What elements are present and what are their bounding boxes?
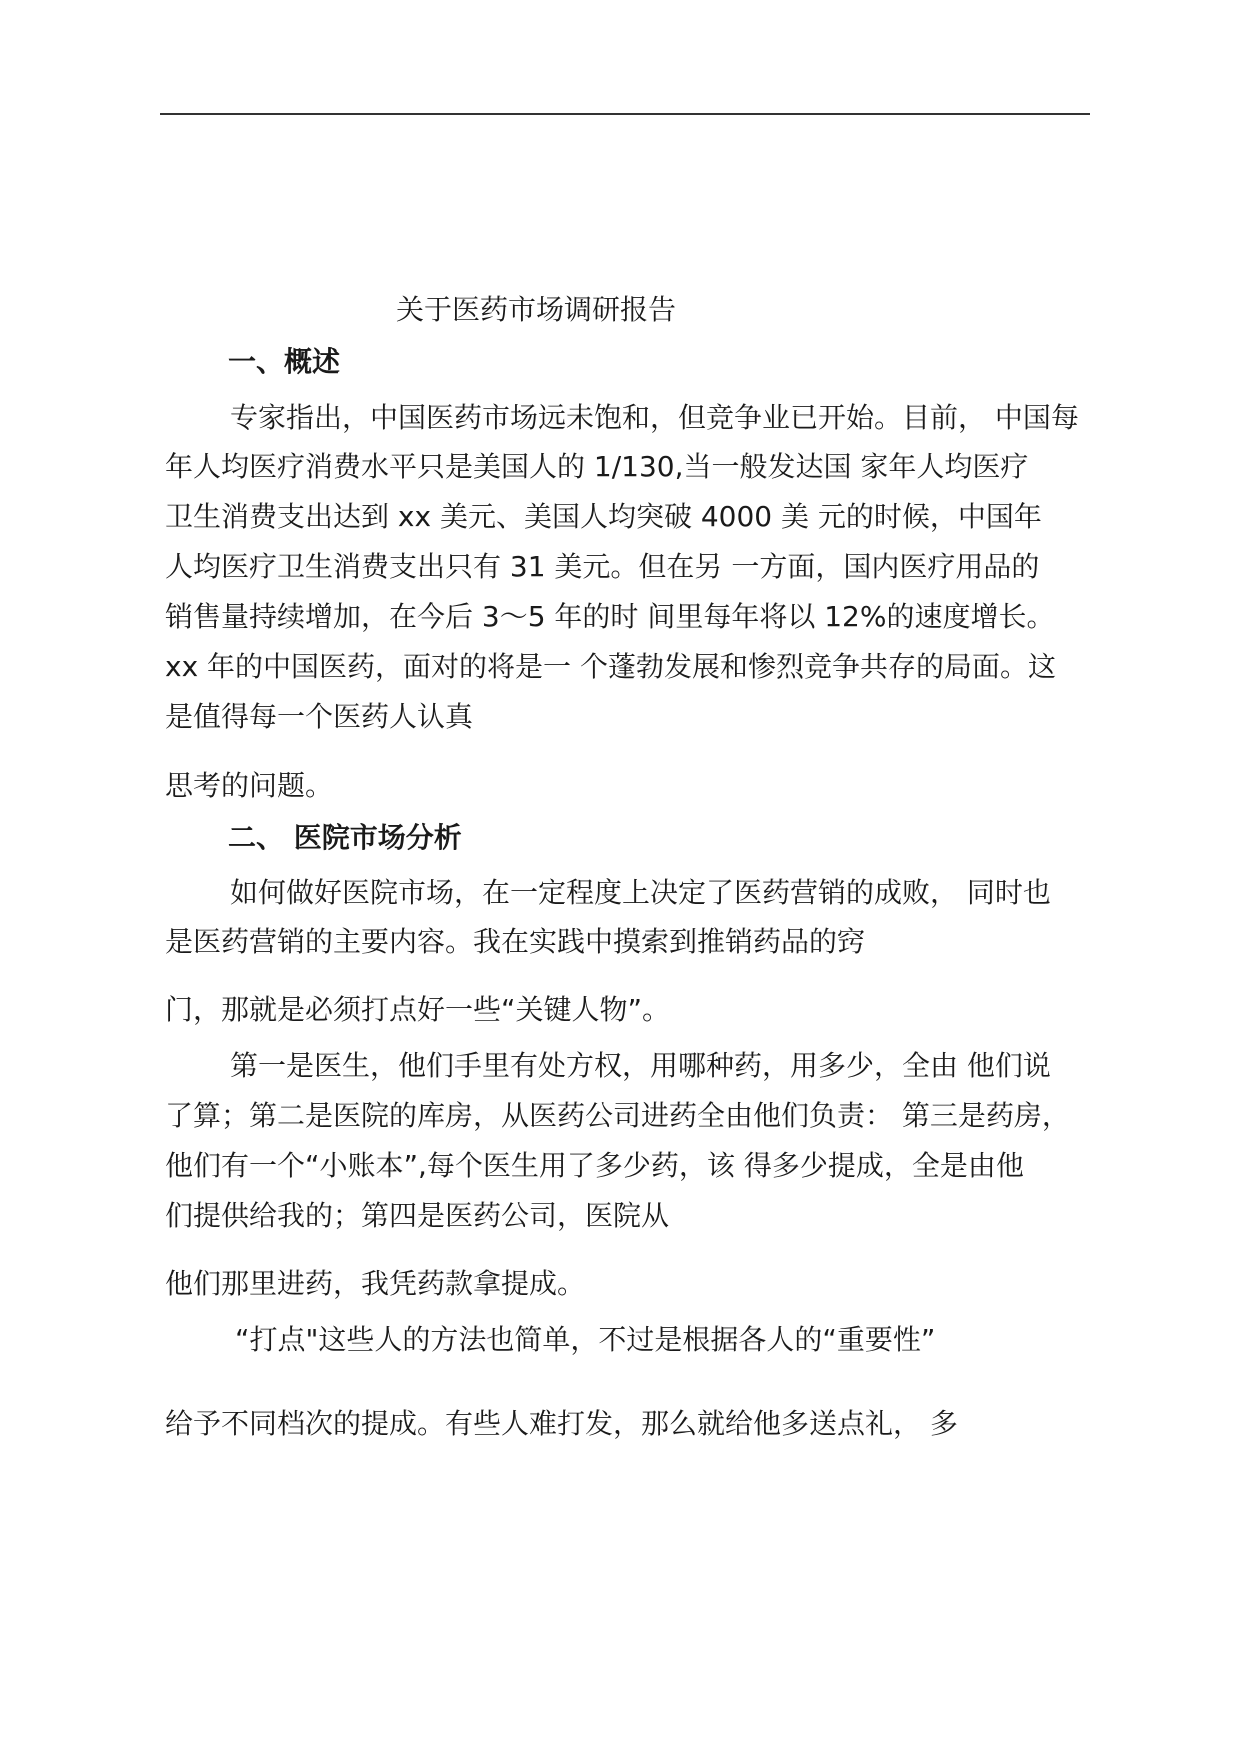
paragraph-line: 门，那就是必须打点好一些“关键人物”。: [165, 993, 671, 1026]
paragraph-line: 年人均医疗消费水平只是美国人的 1/130,当一般发达国 家年人均医疗: [165, 450, 1029, 483]
paragraph-line: xx 年的中国医药，面对的将是一 个蓬勃发展和惨烈竞争共存的局面。这: [165, 650, 1056, 683]
paragraph-line: 他们有一个“小账本”,每个医生用了多少药，该 得多少提成，全是由他: [165, 1149, 1024, 1182]
paragraph-line: 给予不同档次的提成。有些人难打发，那么就给他多送点礼， 多: [165, 1407, 958, 1440]
paragraph-line: 是值得每一个医药人认真: [165, 700, 474, 733]
section-heading-overview: 一、概述: [228, 345, 341, 378]
paragraph-line: 销售量持续增加，在今后 3～5 年的时 间里每年将以 12%的速度增长。: [165, 600, 1055, 633]
paragraph-line: “打点"这些人的方法也简单，不过是根据各人的“重要性”: [235, 1323, 936, 1356]
paragraph-line: 卫生消费支出达到 xx 美元、美国人均突破 4000 美 元的时候，中国年: [165, 500, 1042, 533]
paragraph-line: 们提供给我的；第四是医药公司，医院从: [165, 1199, 670, 1232]
section-heading-hospital-market: 二、 医院市场分析: [228, 821, 462, 854]
paragraph-line: 了算；第二是医院的库房，从医药公司进药全由他们负责： 第三是药房，: [165, 1099, 1070, 1132]
header-rule: [160, 113, 1090, 115]
paragraph-line: 人均医疗卫生消费支出只有 31 美元。但在另 一方面，国内医疗用品的: [165, 550, 1040, 583]
document-title: 关于医药市场调研报告: [396, 293, 677, 326]
paragraph-line: 思考的问题。: [165, 769, 334, 802]
paragraph-line: 如何做好医院市场，在一定程度上决定了医药营销的成败， 同时也: [230, 876, 1051, 909]
paragraph-line: 是医药营销的主要内容。我在实践中摸索到推销药品的窍: [165, 925, 866, 958]
paragraph-line: 他们那里进药，我凭药款拿提成。: [165, 1267, 586, 1300]
paragraph-line: 专家指出，中国医药市场远未饱和，但竞争业已开始。目前， 中国每: [230, 401, 1079, 434]
paragraph-line: 第一是医生，他们手里有处方权，用哪种药，用多少，全由 他们说: [230, 1049, 1051, 1082]
